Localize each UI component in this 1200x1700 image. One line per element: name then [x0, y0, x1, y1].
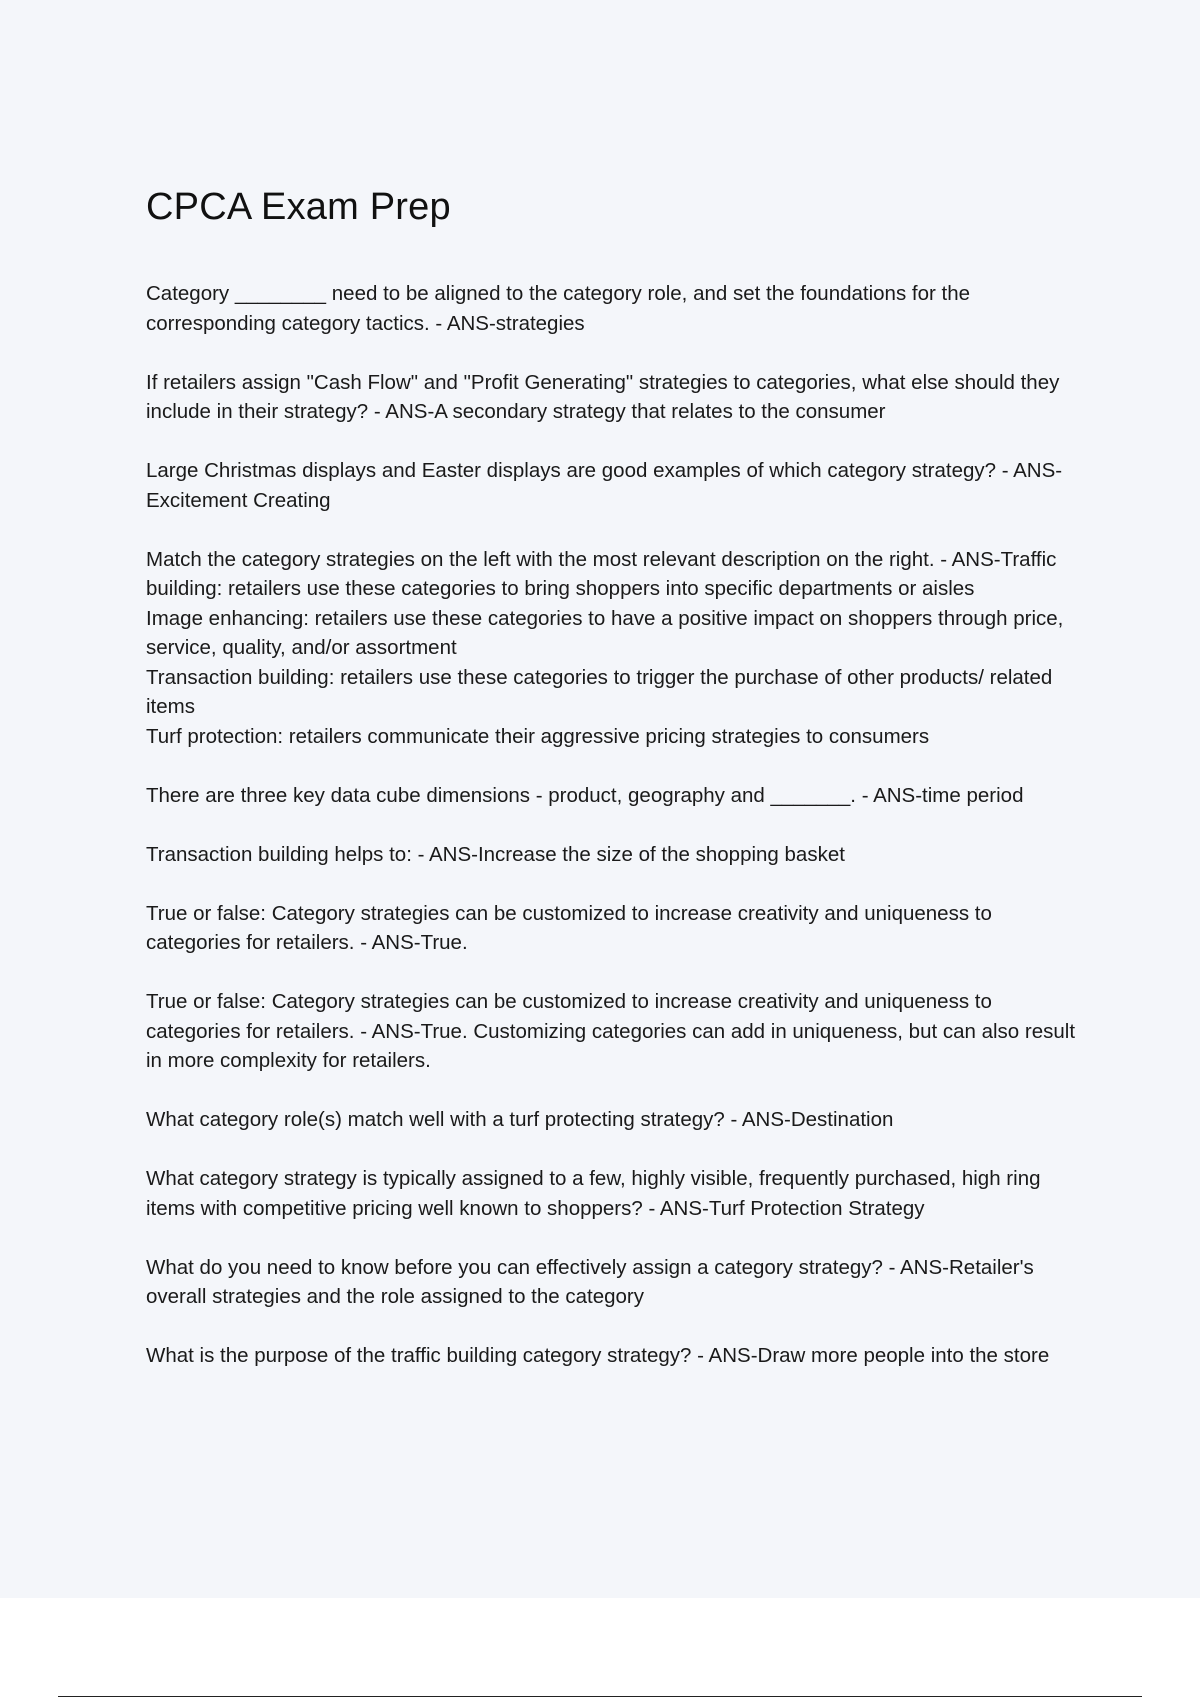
qa-item: True or false: Category strategies can be customized to increase creativity and uniqueness to categories for retailers. - ANS-True. Customizing categories can add in uniqueness, but can also result in more complexity for retailers.: [146, 990, 1076, 1072]
qa-item: True or false: Category strategies can be customized to increase creativity and uniqueness to categories for retailers. - ANS-True.: [146, 901, 992, 954]
qa-item: What is the purpose of the traffic building category strategy? - ANS-Draw more people into the store: [146, 1344, 1050, 1367]
qa-item: What category strategy is typically assigned to a few, highly visible, frequently purchased, high ring items with competitive pricing well known to shoppers? - ANS-Turf Protection Strategy: [146, 1167, 1041, 1220]
qa-item: There are three key data cube dimensions - product, geography and _______. - ANS-time period: [146, 783, 1024, 807]
qa-item: What category role(s) match well with a turf protecting strategy? - ANS-Destination: [146, 1108, 894, 1131]
footer-divider: [58, 1696, 1142, 1697]
qa-item: What do you need to know before you can effectively assign a category strategy? - ANS-Retailer's overall strategies and the role assigned to the category: [146, 1255, 1034, 1308]
qa-item: Large Christmas displays and Easter displays are good examples of which category strategy? - ANS-Excitement Creating: [146, 459, 1063, 512]
qa-item: Match the category strategies on the left with the most relevant description on the right. - ANS-Traffic building: retailers use these categories to bring shoppers into specific departments or aisles Image enhancing: retailers use these categories to have a positive impact on shoppers through price, service, quality, and/or assortment Transaction building: retailers use these categories to trigger the purchase of other products/ related items Turf protection: retailers communicate their aggressive pricing strategies to consumers: [146, 547, 1064, 748]
qa-item: If retailers assign "Cash Flow" and "Profit Generating" strategies to categories, what else should they include in their strategy? - ANS-A secondary strategy that relates to the consumer: [146, 370, 1060, 423]
qa-item: Transaction building helps to: - ANS-Increase the size of the shopping basket: [146, 842, 845, 866]
document-title: CPCA Exam Prep: [146, 186, 451, 228]
qa-item: Category ________ need to be aligned to the category role, and set the foundations for the corresponding category tactics. - ANS-strategies: [146, 282, 971, 335]
document-content: [146, 186, 1086, 1400]
